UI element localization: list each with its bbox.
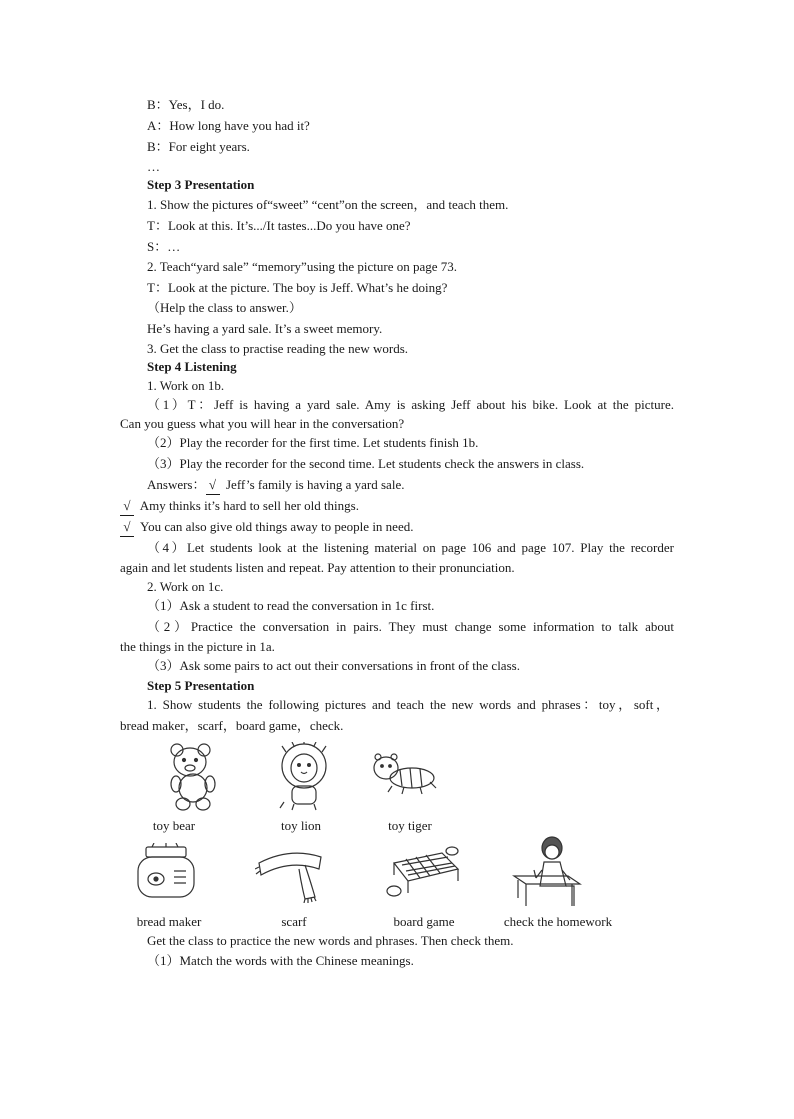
caption-toy-tiger: toy tiger — [388, 818, 432, 833]
check-mark: √ — [120, 497, 134, 516]
caption-check-homework: check the homework — [503, 914, 613, 929]
dialogue-line: B：For eight years. — [147, 139, 250, 154]
paragraph-line: He’s having a yard sale. It’s a sweet memory. — [147, 321, 383, 336]
board-game-image — [384, 845, 464, 901]
toy-tiger-image — [370, 752, 440, 797]
paragraph-line: 2. Work on 1c. — [147, 579, 224, 594]
caption-bread-maker: bread maker — [136, 914, 202, 929]
answer-text: You can also give old things away to people in need. — [140, 519, 414, 534]
step-3-heading: Step 3 Presentation — [147, 177, 255, 192]
paragraph-line: Can you guess what you will hear in the conversation? — [120, 416, 405, 431]
dialogue-line: A：How long have you had it? — [147, 118, 310, 133]
scarf-image — [255, 843, 325, 903]
paragraph-line: （1）T：Jeff is having a yard sale. Amy is asking Jeff about his bike. Look at the picture. — [147, 397, 674, 412]
paragraph-line: T：Look at this. It’s.../It tastes...Do you have one? — [147, 218, 411, 233]
paragraph-line: Get the class to practice the new words and phrases. Then check them. — [147, 933, 514, 948]
paragraph-line: S：… — [147, 239, 181, 254]
paragraph-line: 3. Get the class to practise reading the new words. — [147, 341, 409, 356]
paragraph-line: again and let students listen and repeat. Pay attention to their pronunciation. — [120, 560, 515, 575]
answer-line — [120, 518, 413, 537]
answer-text: Amy thinks it’s hard to sell her old things. — [139, 498, 359, 513]
check-mark: √ — [120, 518, 134, 537]
answer-text: Jeff’s family is having a yard sale. — [226, 477, 405, 492]
caption-board-game: board game — [393, 914, 455, 929]
paragraph-line: （1）Ask a student to read the conversation in 1c first. — [147, 598, 435, 613]
answer-line — [147, 476, 404, 495]
paragraph-line: 1. Work on 1b. — [147, 378, 225, 393]
step-5-heading: Step 5 Presentation — [147, 678, 255, 693]
paragraph-line: 2. Teach“yard sale” “memory”using the picture on page 73. — [147, 259, 458, 274]
homework-student-image — [512, 836, 584, 910]
paragraph-line: （1）Match the words with the Chinese meanings. — [147, 953, 414, 968]
paragraph-line: 1. Show the pictures of“sweet” “cent”on the screen，and teach them. — [147, 197, 509, 212]
caption-toy-bear: toy bear — [152, 818, 196, 833]
paragraph-line: （2）Play the recorder for the first time. Let students finish 1b. — [147, 435, 479, 450]
toy-bear-image — [168, 742, 218, 812]
caption-toy-lion: toy lion — [280, 818, 322, 833]
bread-maker-image — [134, 843, 198, 903]
paragraph-line: bread maker，scarf，board game，check. — [120, 718, 344, 733]
answer-line — [120, 497, 359, 516]
paragraph-line: （3）Ask some pairs to act out their conversations in front of the class. — [147, 658, 520, 673]
paragraph-line: （2）Practice the conversation in pairs. They must change some information to talk about — [147, 619, 674, 634]
toy-lion-image — [276, 742, 331, 812]
paragraph-line: （3）Play the recorder for the second time. Let students check the answers in class. — [147, 456, 585, 471]
caption-scarf: scarf — [281, 914, 307, 929]
dialogue-line: B：Yes，I do. — [147, 97, 225, 112]
answers-label: Answers： — [147, 477, 206, 492]
paragraph-line: （4）Let students look at the listening material on page 106 and page 107. Play the recorder — [147, 540, 674, 555]
paragraph-line: T：Look at the picture. The boy is Jeff. What’s he doing? — [147, 280, 448, 295]
paragraph-line: the things in the picture in 1a. — [120, 639, 275, 654]
paragraph-line: 1. Show students the following pictures and teach the new words and phrases：toy，soft， — [147, 697, 669, 712]
step-4-heading: Step 4 Listening — [147, 359, 237, 374]
ellipsis-line: … — [147, 159, 160, 174]
paragraph-line: （Help the class to answer.） — [147, 300, 302, 315]
check-mark: √ — [206, 476, 220, 495]
